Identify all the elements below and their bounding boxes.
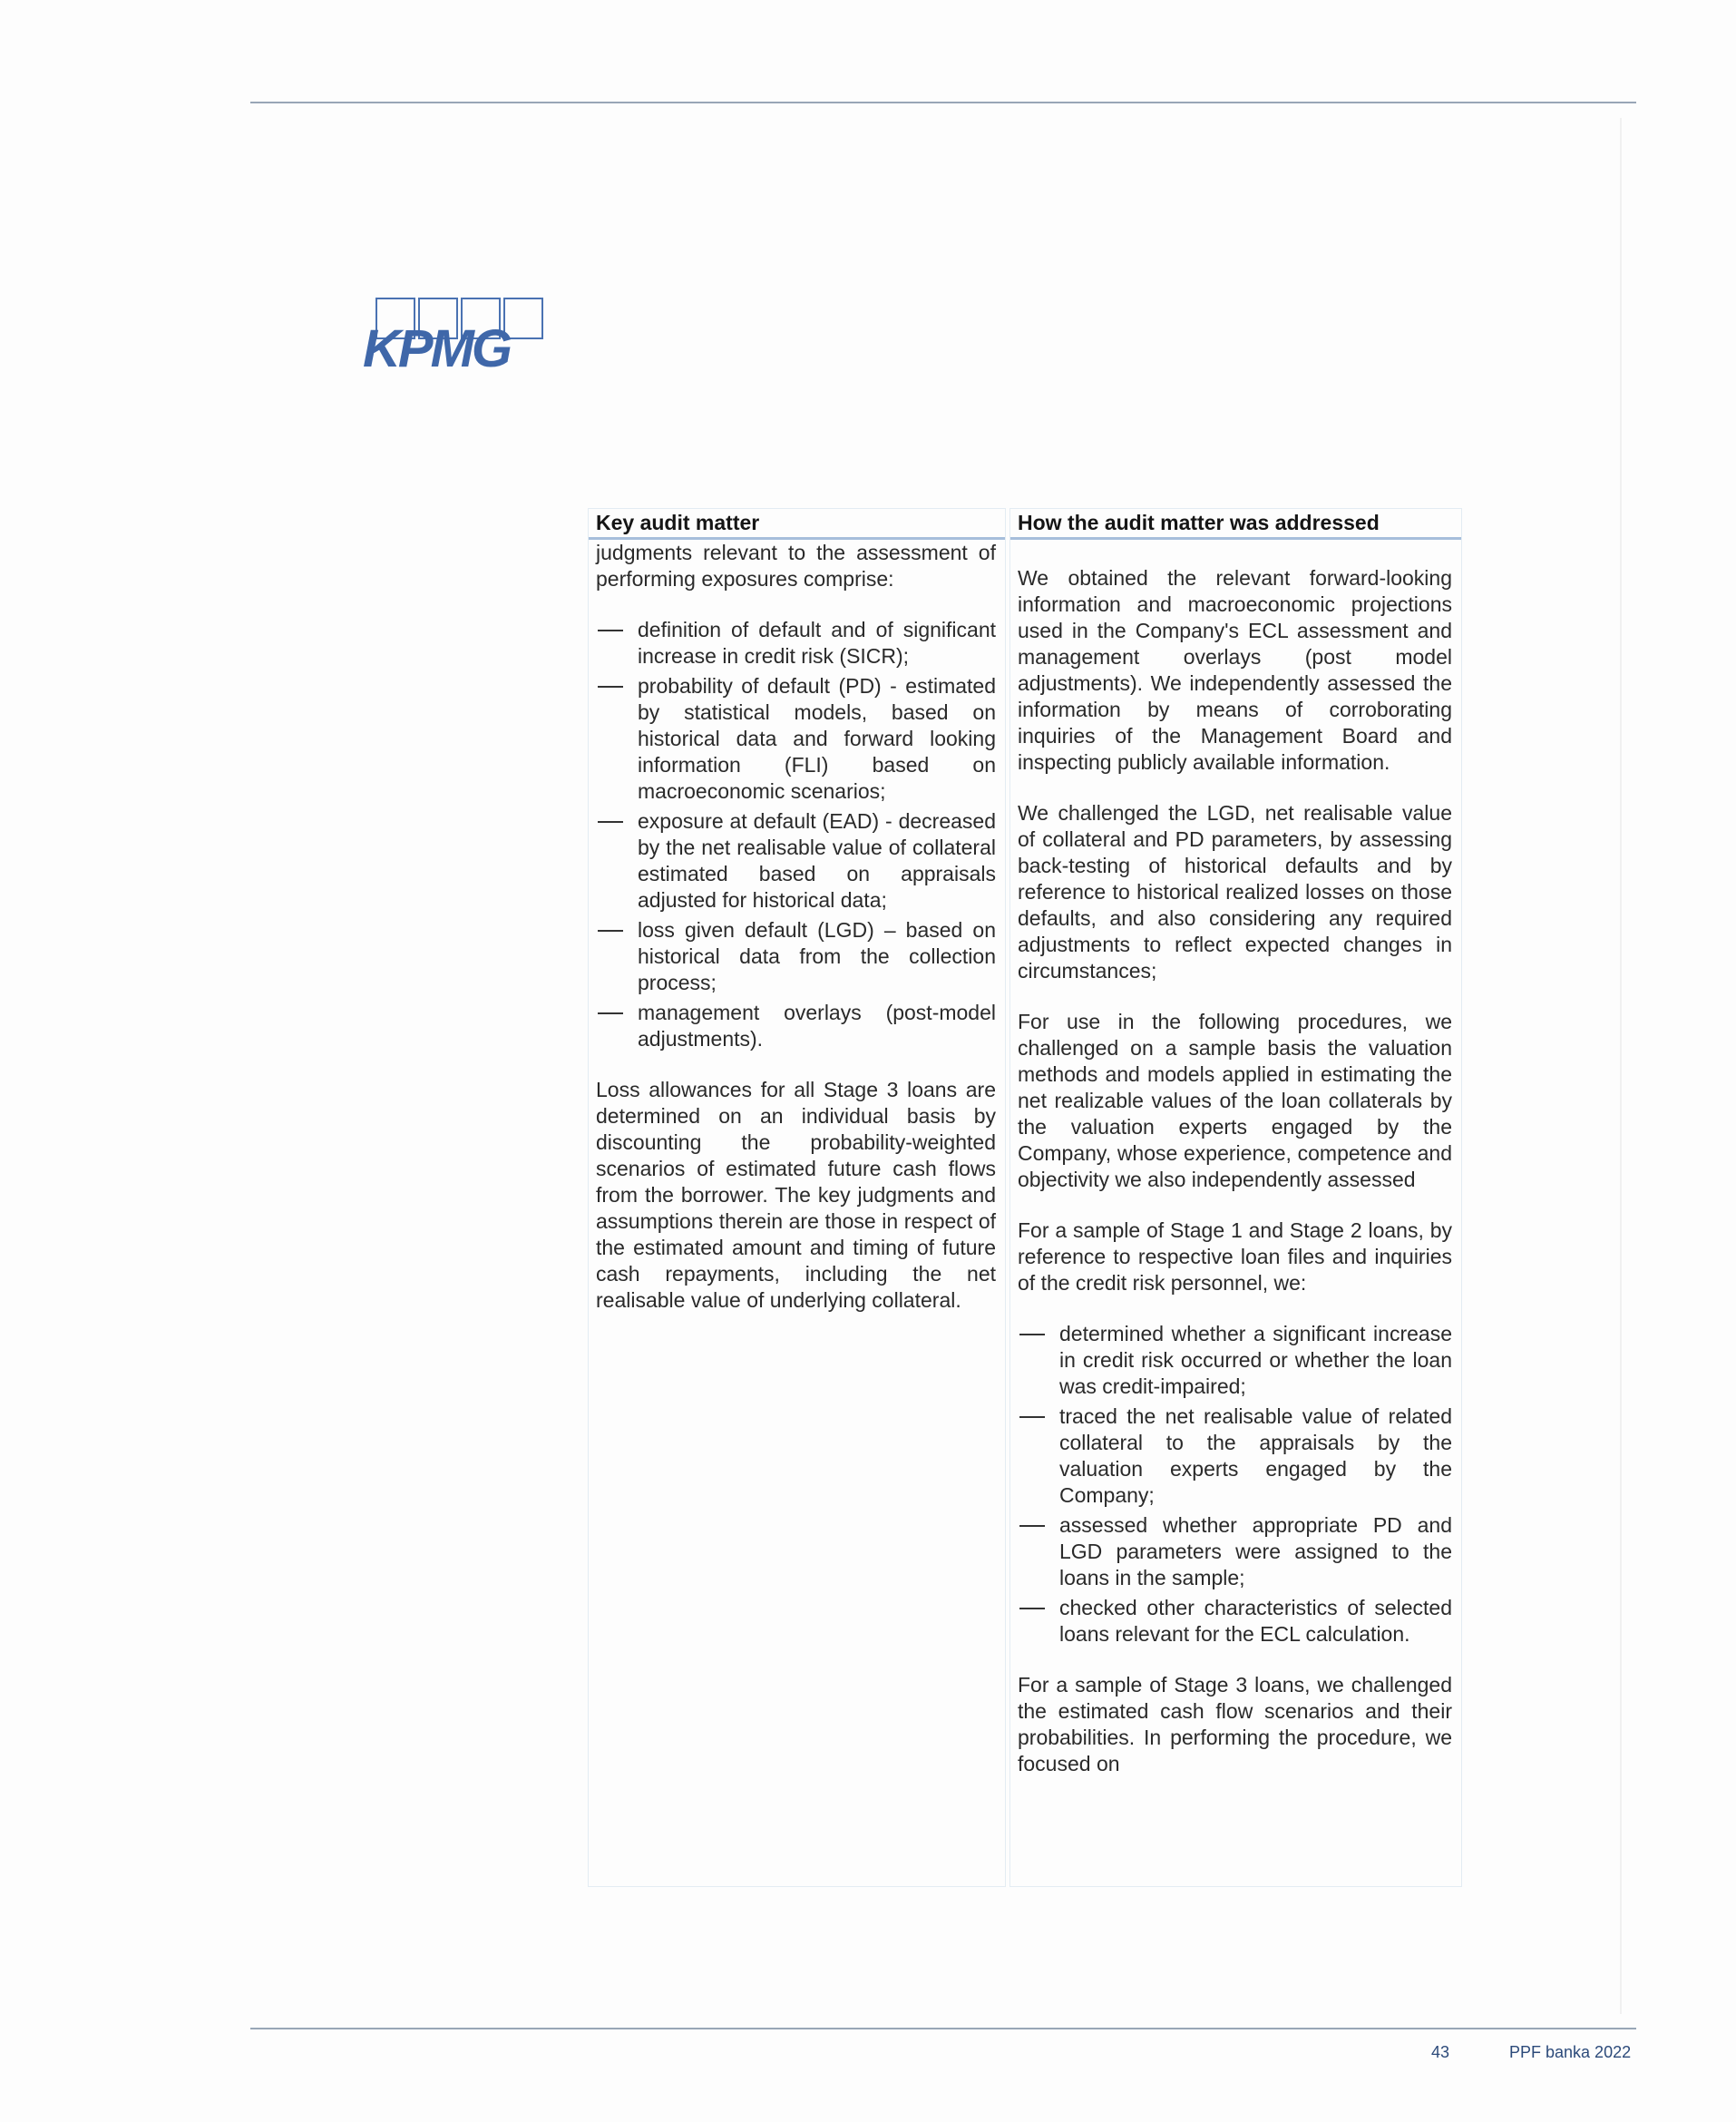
list-item [596, 917, 996, 996]
list-item-text: definition of default and of significant increase in credit risk (SICR); [638, 618, 996, 668]
audit-response-body [1010, 540, 1461, 1777]
list-item [596, 673, 996, 805]
key-audit-matter-body [589, 540, 1005, 1314]
top-divider [250, 102, 1636, 103]
list-item-text: assessed whether appropriate PD and LGD parameters were assigned to the loans in the sample; [1059, 1513, 1452, 1589]
list-item-text: management overlays (post-model adjustments). [638, 1001, 996, 1051]
audit-response-header: How the audit matter was addressed [1010, 508, 1461, 540]
list-item [1018, 1403, 1452, 1509]
left-closing-paragraph: Loss allowances for all Stage 3 loans are determined on an individual basis by discounting the probability-weighted scenarios of estimated future cash flows from the borrower. The key judgments and assumptions therein are those in respect of the estimated amount and timing of future cash repayments, including the net realisable value of underlying collateral. [596, 1078, 996, 1312]
kpmg-logo [363, 298, 553, 378]
right-paragraph-4: For a sample of Stage 1 and Stage 2 loans, by reference to respective loan files and inquiries of the credit risk personnel, we: [1018, 1218, 1452, 1295]
list-item [596, 1000, 996, 1052]
audit-response-column [1009, 508, 1462, 1887]
page-number: 43 [1431, 2043, 1450, 2061]
document-name: PPF banka 2022 [1509, 2043, 1632, 2061]
list-item-text: traced the net realisable value of related collateral to the appraisals by the valuation experts engaged by the Company; [1059, 1404, 1452, 1507]
page-edge-line [1620, 118, 1622, 2014]
list-item [1018, 1321, 1452, 1400]
right-bullet-list [1018, 1321, 1452, 1648]
list-item-text: loss given default (LGD) – based on historical data from the collection process; [638, 918, 996, 994]
list-item [596, 617, 996, 670]
key-audit-matter-column [588, 508, 1006, 1887]
left-intro-paragraph: judgments relevant to the assessment of performing exposures comprise: [596, 541, 996, 591]
bottom-divider [250, 2028, 1636, 2029]
list-item [1018, 1595, 1452, 1648]
key-audit-matter-header: Key audit matter [589, 508, 1005, 540]
list-item [596, 808, 996, 914]
list-item [1018, 1512, 1452, 1591]
right-paragraph-3: For use in the following procedures, we challenged on a sample basis the valuation methods and models applied in estimating the net realizable values of the loan collaterals by the valuation experts engaged by the Company, whose experience, competence and objectivity we also independently assessed [1018, 1010, 1452, 1191]
list-item-text: exposure at default (EAD) - decreased by the net realisable value of collateral estimated based on appraisals adjusted for historical data; [638, 809, 996, 912]
list-item-text: checked other characteristics of selected loans relevant for the ECL calculation. [1059, 1596, 1452, 1646]
list-item-text: determined whether a significant increase in credit risk occurred or whether the loan was credit-impaired; [1059, 1322, 1452, 1398]
right-paragraph-5: For a sample of Stage 3 loans, we challenged the estimated cash flow scenarios and their probabilities. In performing the procedure, we focused on [1018, 1673, 1452, 1775]
right-paragraph-2: We challenged the LGD, net realisable value of collateral and PD parameters, by assessing back-testing of historical defaults and by reference to historical realized losses on those defaults, and also considering any required adjustments to reflect expected changes in circumstances; [1018, 801, 1452, 983]
list-item-text: probability of default (PD) - estimated by statistical models, based on historical data and forward looking information (FLI) based on macroeconomic scenarios; [638, 674, 996, 803]
right-paragraph-1: We obtained the relevant forward-looking information and macroeconomic projections used in the Company's ECL assessment and management overlays (post model adjustments). We independently assessed the information by means of corroborating inquiries of the Management Board and inspecting publicly available information. [1018, 566, 1452, 774]
left-bullet-list [596, 617, 996, 1052]
logo-wordmark: KPMG [363, 319, 510, 378]
